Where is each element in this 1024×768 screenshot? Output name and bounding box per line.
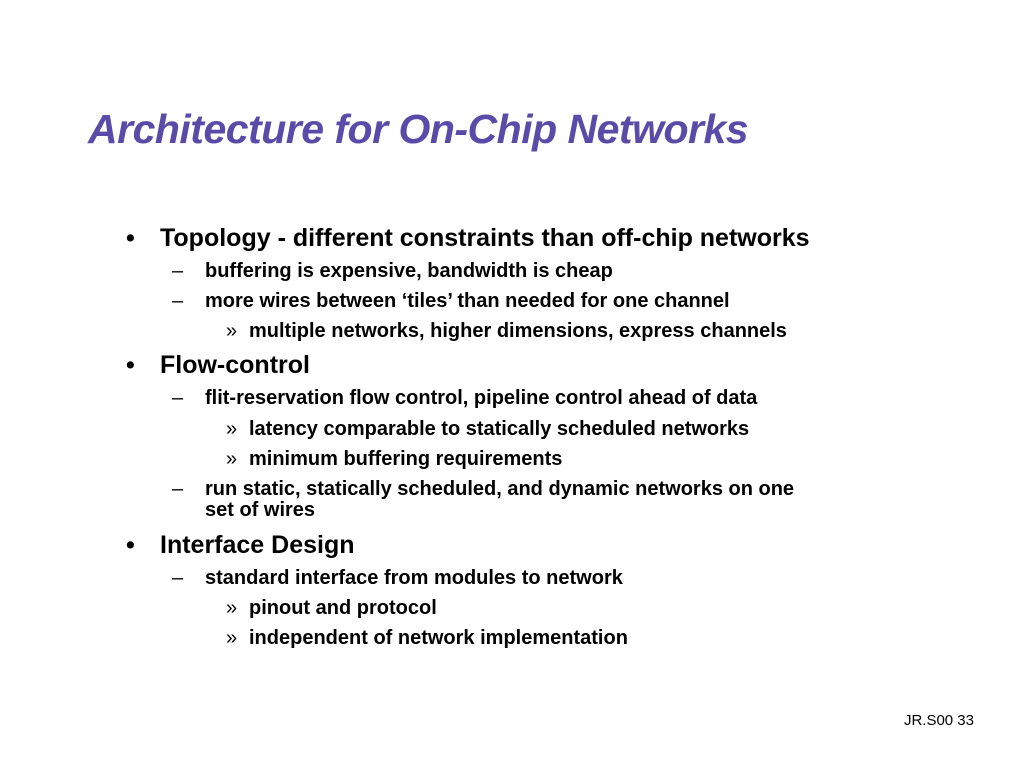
dash-marker: – xyxy=(172,478,184,500)
sub-bullet-flit-reservation xyxy=(172,387,758,410)
guillemet-marker: » xyxy=(226,627,238,649)
sub-sub-bullet-latency xyxy=(226,418,750,441)
slide-title: Architecture for On-Chip Networks xyxy=(88,106,749,152)
sub-bullet-text: more wires between ‘tiles’ than needed for one channel xyxy=(205,290,730,312)
sub-sub-bullet-multiple-networks xyxy=(226,320,787,343)
bullet-text: Flow-control xyxy=(160,351,310,379)
sub-sub-bullet-text: latency comparable to statically scheduled networks xyxy=(249,418,750,440)
sub-sub-bullet-minimum-buffering xyxy=(226,448,563,471)
bullet-marker: • xyxy=(126,531,135,559)
sub-sub-bullet-text: minimum buffering requirements xyxy=(249,448,563,470)
bullet-marker: • xyxy=(126,224,135,252)
bullet-marker: • xyxy=(126,351,135,379)
slide-footer: JR.S00 33 xyxy=(903,712,974,729)
sub-bullet-run-static xyxy=(172,478,795,501)
sub-sub-bullet-text: independent of network implementation xyxy=(249,627,628,649)
sub-bullet-buffering xyxy=(172,260,613,283)
sub-bullet-text: standard interface from modules to network xyxy=(205,567,623,589)
sub-bullet-standard-interface xyxy=(172,567,623,590)
bullet-interface-design xyxy=(126,531,355,560)
guillemet-marker: » xyxy=(226,448,238,470)
sub-bullet-text: flit-reservation flow control, pipeline control ahead of data xyxy=(205,387,758,409)
sub-bullet-wires xyxy=(172,290,730,313)
dash-marker: – xyxy=(172,260,184,282)
sub-bullet-text: run static, statically scheduled, and dynamic networks on one xyxy=(205,478,795,500)
sub-bullet-text: buffering is expensive, bandwidth is cheap xyxy=(205,260,613,282)
dash-marker: – xyxy=(172,387,184,409)
bullet-flow-control xyxy=(126,351,310,380)
dash-marker: – xyxy=(172,290,184,312)
bullet-text: Interface Design xyxy=(160,531,355,559)
guillemet-marker: » xyxy=(226,597,238,619)
sub-sub-bullet-pinout xyxy=(226,597,437,620)
guillemet-marker: » xyxy=(226,320,238,342)
bullet-topology xyxy=(126,224,810,253)
dash-marker: – xyxy=(172,567,184,589)
guillemet-marker: » xyxy=(226,418,238,440)
sub-sub-bullet-text: pinout and protocol xyxy=(249,597,437,619)
sub-bullet-run-static-continued: set of wires xyxy=(205,499,316,521)
sub-sub-bullet-text: multiple networks, higher dimensions, express channels xyxy=(249,320,787,342)
sub-sub-bullet-independent xyxy=(226,627,628,650)
bullet-text: Topology - different constraints than off-chip networks xyxy=(160,224,810,252)
